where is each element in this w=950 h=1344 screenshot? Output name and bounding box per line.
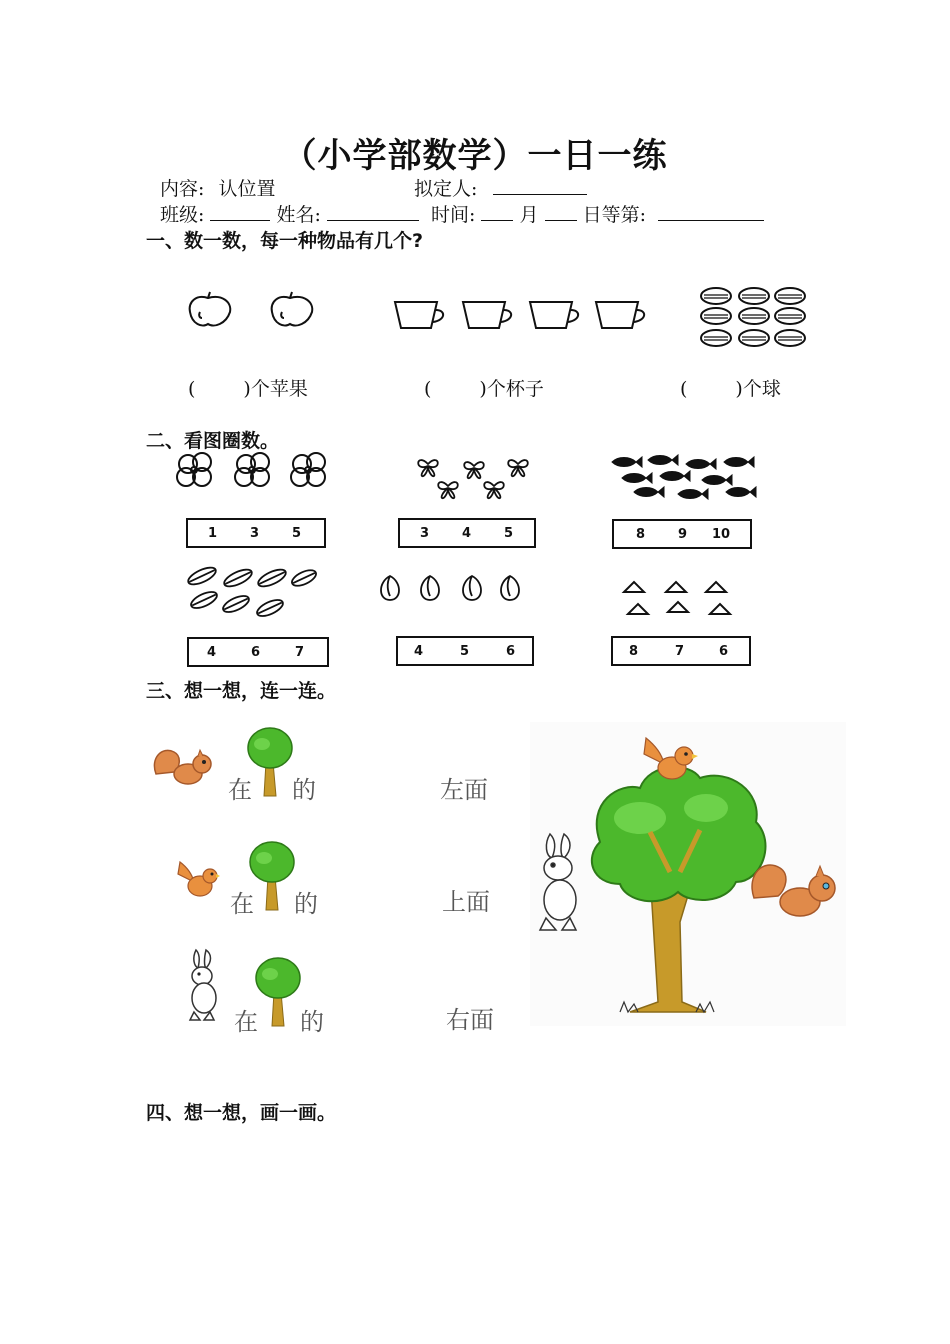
author-line [414, 174, 587, 201]
rabbit-icon [184, 948, 224, 1024]
number-option[interactable]: 8 [629, 643, 639, 659]
squirrel-icon [152, 744, 214, 790]
zai-text: 在 [228, 776, 252, 804]
section4-heading: 四、想一想，画一画。 [146, 1102, 337, 1124]
page-title: （小学部数学）一日一练 [282, 136, 668, 176]
author-label: 拟定人: [414, 178, 478, 200]
tree-icon [254, 956, 302, 1028]
grade-label: 日等第: [582, 204, 647, 226]
number-option[interactable]: 6 [719, 643, 729, 659]
peaches-image [376, 572, 528, 606]
position-left[interactable]: 左面 [440, 776, 488, 804]
apples-image [186, 290, 346, 340]
number-option[interactable]: 7 [675, 643, 685, 659]
number-option[interactable]: 8 [636, 526, 646, 542]
apple-answer[interactable] [195, 377, 243, 395]
day-blank[interactable] [545, 202, 577, 221]
number-box [612, 519, 752, 549]
content-value: 认位置 [218, 178, 276, 200]
bird-icon [174, 856, 220, 904]
content-label: 内容: [160, 178, 205, 200]
number-option[interactable]: 6 [506, 643, 516, 659]
position-top[interactable]: 上面 [442, 888, 490, 916]
number-option[interactable]: 7 [295, 644, 305, 660]
section2-heading: 二、看图圈数。 [146, 430, 280, 452]
number-option[interactable]: 3 [250, 525, 260, 541]
de-text: 的 [300, 1008, 324, 1036]
tree-icon [246, 726, 294, 798]
triangles-image [620, 578, 740, 618]
drawing-area[interactable] [146, 1130, 846, 1320]
number-option[interactable]: 1 [208, 525, 218, 541]
number-option[interactable]: 3 [420, 525, 430, 541]
number-box [611, 636, 751, 666]
de-text: 的 [292, 776, 316, 804]
author-blank[interactable] [493, 176, 587, 195]
de-text: 的 [294, 890, 318, 918]
name-blank[interactable] [327, 202, 419, 221]
month-blank[interactable] [481, 202, 513, 221]
number-box [398, 518, 536, 548]
number-box [186, 518, 326, 548]
balls-image [698, 286, 810, 352]
number-option[interactable]: 4 [414, 643, 424, 659]
butterflies-image [414, 452, 538, 504]
number-option[interactable]: 6 [251, 644, 261, 660]
zai-text: 在 [230, 890, 254, 918]
time-label: 时间: [431, 204, 476, 226]
number-option[interactable]: 9 [678, 526, 688, 542]
number-option[interactable]: 5 [460, 643, 470, 659]
ball-count: ( )个球 [680, 378, 781, 400]
name-label: 姓名: [276, 204, 321, 226]
number-option[interactable]: 4 [462, 525, 472, 541]
ball-answer[interactable] [687, 377, 735, 395]
flowers-image [174, 452, 340, 488]
position-right[interactable]: 右面 [446, 1006, 494, 1034]
info-line [160, 200, 764, 227]
apple-count: ( )个苹果 [188, 378, 308, 400]
leaves-image [184, 566, 320, 622]
cups-image [392, 298, 652, 338]
class-blank[interactable] [210, 202, 270, 221]
class-label: 班级: [160, 204, 205, 226]
scene-image [530, 722, 846, 1026]
zai-text: 在 [234, 1008, 258, 1036]
number-option[interactable]: 5 [504, 525, 514, 541]
number-option[interactable]: 10 [712, 526, 731, 542]
number-box [187, 637, 329, 667]
section1-heading: 一、数一数，每一种物品有几个? [146, 230, 424, 252]
fish-image [608, 454, 764, 502]
cup-count: ( )个杯子 [424, 378, 544, 400]
month-label: 月 [519, 204, 539, 226]
tree-icon [248, 840, 296, 912]
number-box [396, 636, 534, 666]
number-option[interactable]: 5 [292, 525, 302, 541]
cup-answer[interactable] [431, 377, 479, 395]
section3-heading: 三、想一想，连一连。 [146, 680, 337, 702]
content-line [160, 174, 275, 201]
grade-blank[interactable] [658, 202, 764, 221]
number-option[interactable]: 4 [207, 644, 217, 660]
